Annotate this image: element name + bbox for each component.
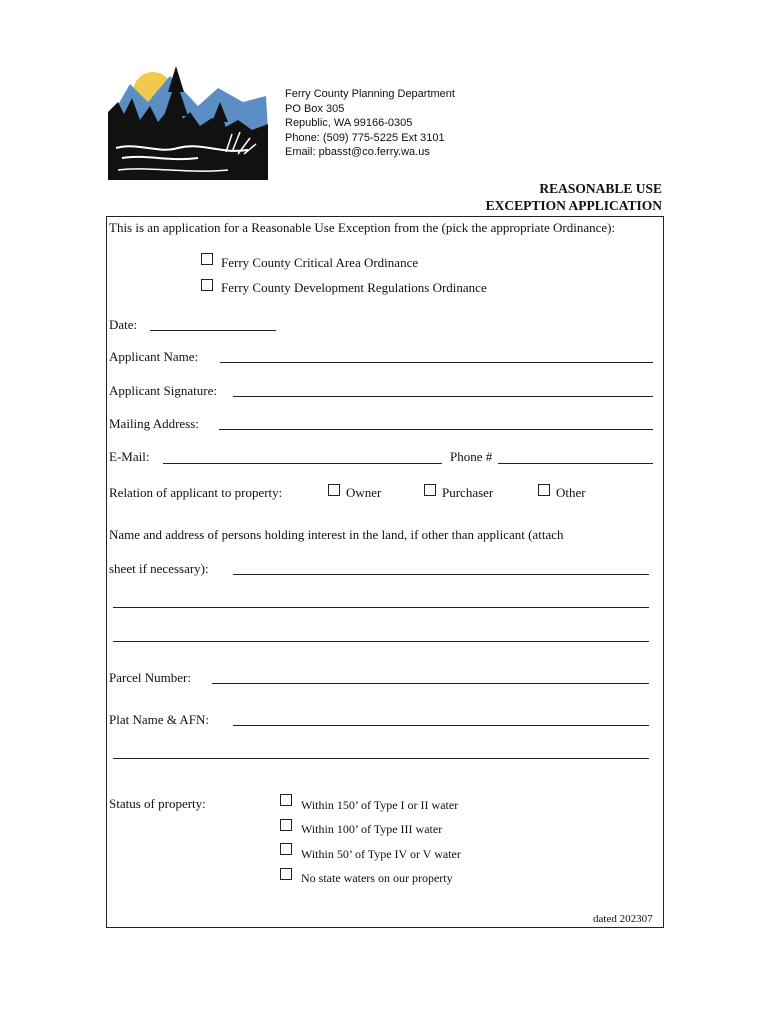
other-checkbox[interactable]	[538, 484, 550, 496]
plat-name-label: Plat Name & AFN:	[109, 712, 210, 727]
owner-checkbox[interactable]	[328, 484, 340, 496]
development-regulations-checkbox[interactable]	[201, 279, 213, 291]
phone-number: Phone: (509) 775-5225 Ext 3101	[285, 131, 445, 144]
status-100ft-checkbox[interactable]	[280, 819, 292, 831]
email-address: Email: pbasst@co.ferry.wa.us	[285, 146, 430, 158]
parcel-number-field[interactable]	[212, 683, 649, 684]
persons-interest-label: Name and address of persons holding interest in the land, if other than applicant (attach	[109, 527, 564, 542]
mailing-address-field[interactable]	[219, 429, 653, 430]
applicant-signature-field[interactable]	[233, 396, 653, 397]
mailing-address-label: Mailing Address:	[109, 416, 199, 431]
status-150ft-label: Within 150’ of Type I or II water	[301, 798, 459, 812]
department-name: Ferry County Planning Department	[285, 88, 455, 100]
critical-area-ordinance-checkbox[interactable]	[201, 253, 213, 265]
applicant-signature-label: Applicant Signature:	[109, 383, 217, 398]
other-label: Other	[556, 485, 586, 500]
owner-label: Owner	[346, 485, 382, 500]
persons-interest-field-2[interactable]	[113, 607, 649, 608]
phone-label: Phone #	[450, 449, 493, 464]
status-150ft-checkbox[interactable]	[280, 794, 292, 806]
plat-name-field-2[interactable]	[113, 758, 649, 759]
department-contact	[285, 87, 455, 160]
relation-label: Relation of applicant to property:	[109, 485, 283, 500]
date-field[interactable]	[150, 330, 276, 331]
purchaser-label: Purchaser	[442, 485, 494, 500]
purchaser-checkbox[interactable]	[424, 484, 436, 496]
applicant-name-field[interactable]	[220, 362, 653, 363]
title-line-2: EXCEPTION APPLICATION	[485, 198, 662, 213]
status-50ft-checkbox[interactable]	[280, 843, 292, 855]
parcel-number-label: Parcel Number:	[109, 670, 191, 685]
persons-interest-field-1[interactable]	[233, 574, 649, 575]
status-100ft-label: Within 100’ of Type III water	[301, 822, 443, 836]
development-regulations-label: Ferry County Development Regulations Ordinance	[221, 280, 487, 295]
status-50ft-label: Within 50’ of Type IV or V water	[301, 847, 461, 861]
document-title	[486, 180, 662, 214]
status-of-property-label: Status of property:	[109, 796, 206, 811]
status-no-waters-checkbox[interactable]	[280, 868, 292, 880]
po-box: PO Box 305	[285, 102, 345, 115]
persons-interest-field-3[interactable]	[113, 641, 649, 642]
city-state-zip: Republic, WA 99166-0305	[285, 117, 413, 129]
applicant-name-label: Applicant Name:	[109, 349, 199, 364]
form-intro: This is an application for a Reasonable Use Exception from the (pick the appropriate Ordinance):	[109, 220, 616, 235]
title-line-1: REASONABLE USE	[539, 181, 662, 196]
phone-field[interactable]	[498, 463, 653, 464]
email-label: E-Mail:	[109, 449, 150, 464]
date-label: Date:	[109, 317, 138, 332]
email-field[interactable]	[163, 463, 442, 464]
persons-interest-label-cont: sheet if necessary):	[109, 561, 209, 576]
plat-name-field[interactable]	[233, 725, 649, 726]
status-no-waters-label: No state waters on our property	[301, 871, 453, 885]
critical-area-ordinance-label: Ferry County Critical Area Ordinance	[221, 255, 419, 270]
form-version-date: dated 202307	[593, 913, 653, 925]
ferry-county-logo	[108, 62, 268, 180]
